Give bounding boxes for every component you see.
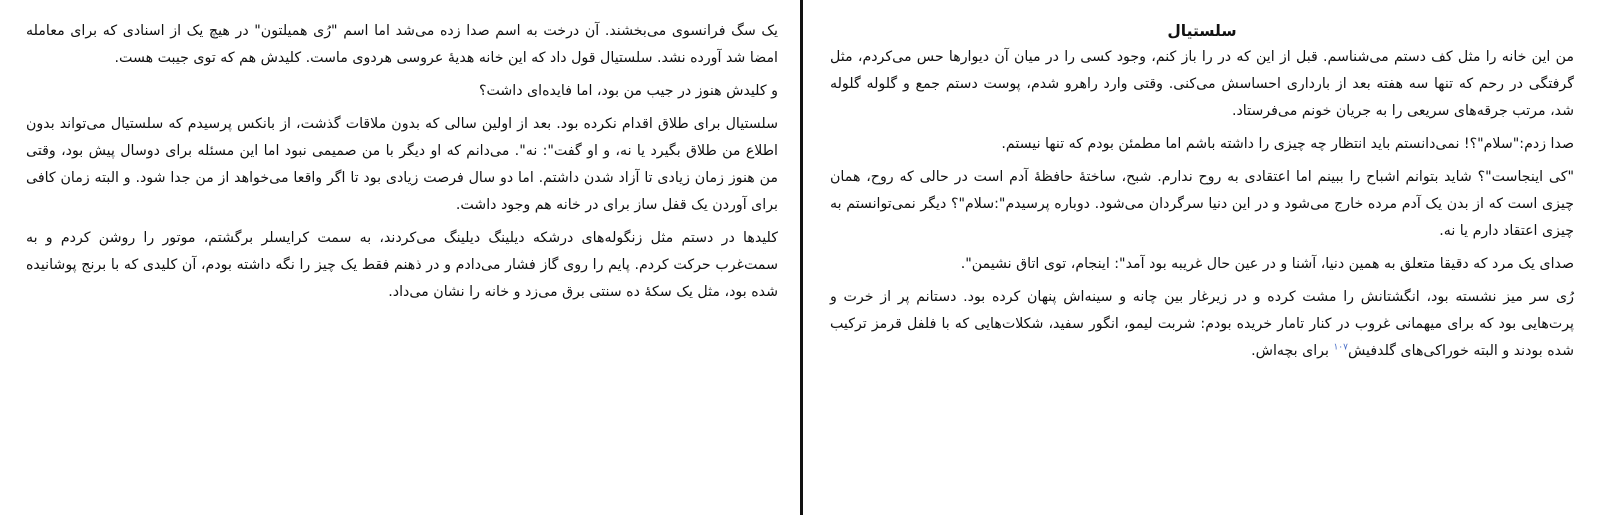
page-divider (800, 0, 803, 515)
right-page (804, 0, 1600, 515)
paragraph-text: رُی سر میز نشسته بود، انگشتانش را مشت کرده و در زیرغار بین چانه و سینه‌اش پنهان کرده بود. دستانم پر از خرت و پرت‌هایی بود که برای میهمانی غروب در کنار تامار خریده بودم: شربت لیمو، انگور سفید، شکلات‌هایی که با فلفل قرمز ترکیب شده بودند و البته خوراکی‌های گلدفیش (830, 289, 1574, 359)
paragraph: و کلیدش هنوز در جیب من بود، اما فایده‌ای داشت؟ (478, 83, 778, 99)
paragraph-with-footnote (830, 284, 1574, 365)
footnote-link[interactable]: ۱۰۷ (1333, 342, 1348, 353)
paragraph: صدا زدم:"سلام"؟! نمی‌دانستم باید انتظار چه چیزی را داشته باشم اما مطمئن بودم که تنها نیستم. (1001, 136, 1574, 152)
paragraph: "کی اینجاست"؟ شاید بتوانم اشباح را ببینم اما اعتقادی به روح ندارم. شبح، ساختهٔ حافظهٔ آدم است در حالی که روح، همان چیزی است که از بدن یک آدم مرده خارج می‌شود و در این دنیا سرگردان می‌شود. دوباره پرسیدم":سلام"؟ دیگر نمی‌توانستم به چیزی اعتقاد دارم یا نه. (830, 169, 1574, 239)
paragraph: صدای یک مرد که دقیقا متعلق به همین دنیا، آشنا و در عین حال غریبه بود آمد": اینجام، توی اتاق نشیمن". (960, 256, 1574, 272)
paragraph: من این خانه را مثل کف دستم می‌شناسم. قبل از این که در را باز کنم، وجود کسی را در میان آن دیوارها حس می‌کردم، مثل گرفتگی در رحم که تنها سه هفته بعد از بارداری احساسش می‌کنی. وقتی وارد راهرو شدم، پوست دستم جمع و گلوله گلوله شد، مرتب جرقه‌های سریعی را به جریان خونم می‌فرستاد. (830, 49, 1574, 119)
chapter-title: سلستیال (1167, 22, 1237, 40)
paragraph: سلستیال برای طلاق اقدام نکرده بود. بعد از اولین سالی که بدون ملاقات گذشت، از بانکس پرسیدم که سلستیال می‌تواند بدون اطلاع من طلاق بگیرد یا نه، و او گفت": نه". می‌دانم که او دیگر با من صمیمی نبود اما این مسئله برای دوسال پیش بود، وقتی من هنوز زمان زیادی تا آزاد شدن داشتم. اما دو سال فرصت زیادی بود تا اگر واقعا می‌خواهد از من جدا شود. و البته زمان کافی برای آوردن یک قفل ساز برای در خانه هم وجود داشت. (26, 116, 778, 213)
paragraph-tail: برای بچه‌اش. (1251, 343, 1334, 359)
paragraph: کلیدها در دستم مثل زنگوله‌های درشکه دیلینگ دیلینگ می‌کردند، به سمت کرایسلر برگشتم، موتور را روشن کردم و به سمت‌غرب حرکت کردم. پایم را روی گاز فشار می‌دادم و در ذهنم فقط یک چیز را نگه داشته بودم، آن کلیدی که با برنج پوشانیده شده بود، مثل یک سکهٔ ده سنتی برق می‌زد و خانه را نشان می‌داد. (26, 230, 778, 300)
paragraph: یک سگ فرانسوی می‌بخشند. آن درخت به اسم صدا زده می‌شد اما اسم "رُی همیلتون" در هیچ یک از اسنادی که برای معامله امضا شد آورده نشد. سلستیال قول داد که این خانه هدیهٔ عروسی هردوی ماست. کلیدش هم که توی جیبت هست. (26, 23, 778, 66)
